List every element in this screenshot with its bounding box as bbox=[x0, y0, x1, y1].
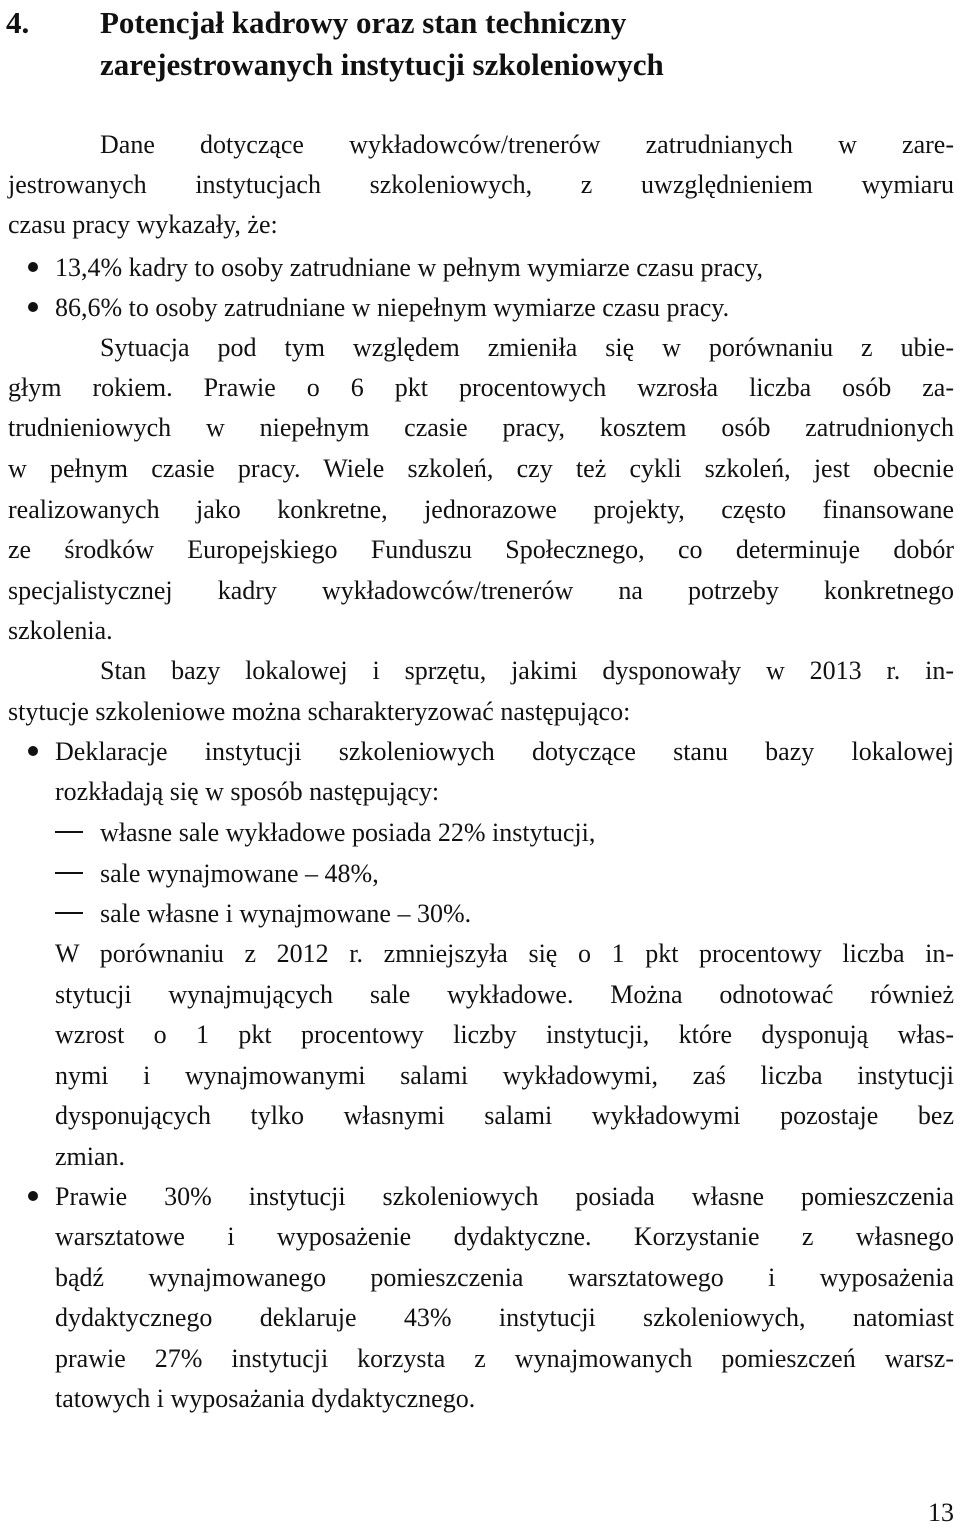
list-item-line: rozkładają się w sposób następujący: bbox=[55, 777, 440, 806]
list-item-line: Deklaracje instytucji szkoleniowych dotyczące stanu bazy lokalowej bbox=[55, 737, 954, 766]
paragraph-line: Stan bazy lokalowej i sprzętu, jakimi dysponowały w 2013 r. in- bbox=[100, 656, 954, 685]
bullet-icon bbox=[28, 302, 38, 312]
paragraph-line: dysponujących tylko własnymi salami wykładowymi pozostaje bez bbox=[55, 1101, 954, 1130]
list-item-line: bądź wynajmowanego pomieszczenia warsztatowego i wyposażenia bbox=[55, 1263, 954, 1292]
section-title bbox=[100, 2, 940, 86]
section-title-line: Potencjał kadrowy oraz stan techniczny bbox=[100, 5, 627, 40]
list-item-line: Prawie 30% instytucji szkoleniowych posiada własne pomieszczenia bbox=[55, 1182, 954, 1211]
paragraph-line: zmian. bbox=[55, 1142, 126, 1171]
bullet-icon bbox=[28, 262, 38, 272]
list-item: 13,4% kadry to osoby zatrudniane w pełnym wymiarze czasu pracy, bbox=[55, 253, 764, 282]
paragraph-line: realizowanych jako konkretne, jednorazowe projekty, często finansowane bbox=[8, 495, 954, 524]
section-number: 4. bbox=[6, 5, 30, 40]
list-item-line: dydaktycznego deklaruje 43% instytucji szkoleniowych, natomiast bbox=[55, 1303, 954, 1332]
intro-line: czasu pracy wykazały, że: bbox=[8, 210, 278, 239]
paragraph-line: stytucji wynajmujących sale wykładowe. Można odnotować również bbox=[55, 980, 954, 1009]
list-item-line: tatowych i wyposażania dydaktycznego. bbox=[55, 1384, 476, 1413]
paragraph-line: Sytuacja pod tym względem zmieniła się w porównaniu z ubie- bbox=[100, 333, 954, 362]
list-item: 86,6% to osoby zatrudniane w niepełnym wymiarze czasu pracy. bbox=[55, 293, 730, 322]
paragraph-line: głym rokiem. Prawie o 6 pkt procentowych wzrosła liczba osób za- bbox=[8, 373, 954, 402]
sub-list-item: własne sale wykładowe posiada 22% instytucji, bbox=[100, 818, 596, 847]
sub-list-item: sale własne i wynajmowane – 30%. bbox=[100, 899, 472, 928]
paragraph-line: ze środków Europejskiego Funduszu Społecznego, co determinuje dobór bbox=[8, 535, 954, 564]
list-item-line: warsztatowe i wyposażenie dydaktyczne. Korzystanie z własnego bbox=[55, 1222, 954, 1251]
sub-list-item: sale wynajmowane – 48%, bbox=[100, 859, 379, 888]
page-number: 13 bbox=[928, 1498, 954, 1527]
list-item-line: prawie 27% instytucji korzysta z wynajmowanych pomieszczeń warsz- bbox=[55, 1344, 954, 1373]
paragraph-line: wzrost o 1 pkt procentowy liczby instytucji, które dysponują włas- bbox=[55, 1020, 954, 1049]
bullet-icon bbox=[28, 1191, 38, 1201]
intro-line: Dane dotyczące wykładowców/trenerów zatrudnianych w zare- bbox=[100, 130, 954, 159]
bullet-icon bbox=[28, 746, 38, 756]
paragraph-line: W porównaniu z 2012 r. zmniejszyła się o 1 pkt procentowy liczba in- bbox=[55, 939, 954, 968]
section-title-line: zarejestrowanych instytucji szkoleniowych bbox=[100, 47, 664, 82]
paragraph-line: nymi i wynajmowanymi salami wykładowymi, zaś liczba instytucji bbox=[55, 1061, 954, 1090]
paragraph-line: stytucje szkoleniowe można scharakteryzować następująco: bbox=[8, 697, 631, 726]
paragraph-line: szkolenia. bbox=[8, 616, 113, 645]
paragraph-line: w pełnym czasie pracy. Wiele szkoleń, czy też cykli szkoleń, jest obecnie bbox=[8, 454, 954, 483]
dash-icon bbox=[55, 872, 83, 874]
paragraph-line: specjalistycznej kadry wykładowców/trenerów na potrzeby konkretnego bbox=[8, 576, 954, 605]
intro-line: jestrowanych instytucjach szkoleniowych, z uwzględnieniem wymiaru bbox=[8, 170, 954, 199]
dash-icon bbox=[55, 912, 83, 914]
dash-icon bbox=[55, 831, 83, 833]
paragraph-line: trudnieniowych w niepełnym czasie pracy, kosztem osób zatrudnionych bbox=[8, 413, 954, 442]
